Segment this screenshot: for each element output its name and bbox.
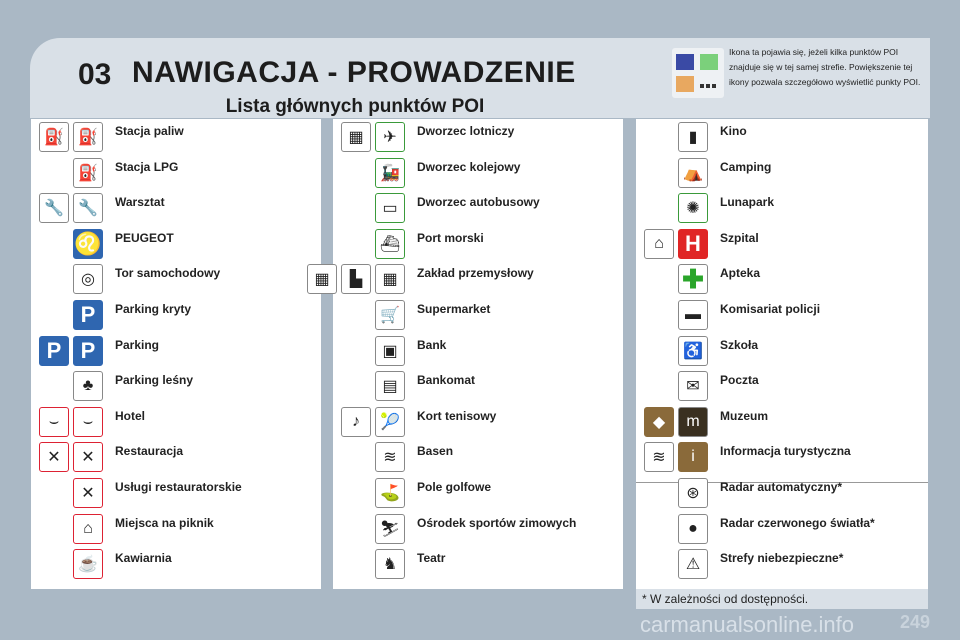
tennis-icon: 🎾 (375, 407, 405, 437)
fuel-pump-icon: ⛽ (39, 122, 69, 152)
poi-label: Parking leśny (115, 373, 194, 388)
poi-label: Warsztat (115, 195, 165, 210)
industry-group-icon: ▦ (307, 264, 337, 294)
poi-label: Dworzec kolejowy (417, 159, 521, 174)
bed-icon: ⌣ (39, 407, 69, 437)
poi-label: Szkoła (720, 337, 759, 352)
wrench-icon: 🔧 (73, 193, 103, 223)
poi-label: Usługi restauratorskie (115, 480, 242, 494)
camping-icon: ⛺ (678, 158, 708, 188)
poi-label: Apteka (720, 266, 761, 281)
covered-parking-icon: P (73, 300, 103, 330)
poi-label: Bank (417, 337, 447, 352)
airplane-icon: ✈ (375, 122, 405, 152)
parking-icon: P (39, 336, 69, 366)
cart-icon: 🛒 (375, 300, 405, 330)
race-track-icon: ◎ (73, 264, 103, 294)
cutlery-icon: ✕ (39, 442, 69, 472)
poi-label: PEUGEOT (115, 230, 174, 245)
sport-group-icon: ♪ (341, 407, 371, 437)
poi-label: Komisariat policji (720, 302, 821, 316)
poi-label: Pole golfowe (417, 480, 492, 494)
cluster-note: Ikona ta pojawia się, jeżeli kilka punktów POI znajduje się w tej samej strefie. Powiększenie tej ikony pozwala szczegółowo wyświetlić punkty POI. (729, 47, 921, 87)
poi-label: Supermarket (417, 302, 491, 316)
factory-icon: ▙ (341, 264, 371, 294)
wrench-icon: 🔧 (39, 193, 69, 223)
coffee-icon: ☕ (73, 549, 103, 579)
poi-label: Poczta (720, 373, 759, 388)
poi-cluster-graphic (672, 48, 724, 98)
train-icon: 🚂 (375, 158, 405, 188)
poi-label: Szpital (720, 230, 759, 245)
poi-label: Strefy niebezpieczne* (720, 551, 844, 566)
poi-label: Muzeum (720, 408, 768, 423)
poi-label: Parking kryty (115, 302, 192, 316)
page-title: NAWIGACJA - PROWADZENIE (132, 56, 576, 89)
page-subtitle (0, 96, 710, 118)
danger-zone-icon: ⚠ (678, 549, 708, 579)
industry-group-icon: ▦ (375, 264, 405, 294)
watermark: carmanualsonline.info (640, 612, 855, 637)
monument-icon: ◆ (644, 407, 674, 437)
skiing-icon: ⛷ (375, 514, 405, 544)
golf-icon: ⛳ (375, 478, 405, 508)
cutlery-icon: ✕ (73, 442, 103, 472)
pharmacy-cross-icon: ✚ (678, 264, 708, 294)
amusement-park-icon: ✺ (678, 193, 708, 223)
poi-label: Dworzec lotniczy (417, 124, 515, 138)
transport-hub-icon: ▦ (341, 122, 371, 152)
poi-label: Dworzec autobusowy (417, 195, 540, 210)
tourism-icon: ≋ (644, 442, 674, 472)
poi-label: Kort tenisowy (417, 408, 497, 423)
footnote: * W zależności od dostępności. (636, 589, 928, 609)
film-icon: ▮ (678, 122, 708, 152)
poi-label: Teatr (417, 551, 446, 566)
page-number: 249 (900, 612, 931, 632)
info-icon: i (678, 442, 708, 472)
poi-label: Radar czerwonego światła* (720, 515, 875, 530)
poi-label: Kawiarnia (115, 551, 172, 566)
museum-icon: m (678, 407, 708, 437)
poi-label: Stacja LPG (115, 159, 179, 174)
hospital-icon: H (678, 229, 708, 259)
theatre-icon: ♞ (375, 549, 405, 579)
subtitle-text: Lista głównych punktów POI (225, 96, 485, 117)
chapter-number: 03 (78, 58, 112, 91)
fuel-pump-icon: ⛽ (73, 122, 103, 152)
poi-label: Tor samochodowy (115, 266, 221, 281)
envelope-icon: ✉ (678, 371, 708, 401)
cutlery-icon: ✕ (73, 478, 103, 508)
lpg-pump-icon: ⛽ (73, 158, 103, 188)
parking-icon: P (73, 336, 103, 366)
poi-cluster-icon (672, 48, 724, 98)
bank-icon: ▣ (375, 336, 405, 366)
poi-label: Restauracja (115, 444, 184, 459)
poi-label: Basen (417, 444, 454, 459)
peugeot-lion-icon: ♌ (73, 229, 103, 259)
poi-label: Radar automatyczny* (720, 480, 843, 494)
poi-label: Camping (720, 159, 772, 174)
poi-label: Parking (115, 337, 160, 352)
red-light-camera-icon: ● (678, 514, 708, 544)
poi-label: Ośrodek sportów zimowych (417, 515, 577, 530)
poi-label: Hotel (115, 408, 145, 423)
picnic-icon: ⌂ (73, 514, 103, 544)
public-building-icon: ⌂ (644, 229, 674, 259)
bed-icon: ⌣ (73, 407, 103, 437)
police-icon: ▬ (678, 300, 708, 330)
ship-icon: ⛴ (375, 229, 405, 259)
poi-label: Bankomat (417, 373, 476, 388)
poi-label: Kino (720, 124, 747, 138)
poi-label: Lunapark (720, 195, 775, 210)
poi-label: Port morski (417, 230, 484, 245)
poi-label: Zakład przemysłowy (417, 266, 534, 281)
poi-label: Miejsca na piknik (115, 515, 214, 530)
forest-parking-icon: ♣ (73, 371, 103, 401)
poi-label: Stacja paliw (115, 124, 184, 138)
speed-camera-icon: ⊛ (678, 478, 708, 508)
school-icon: ♿ (678, 336, 708, 366)
poi-label: Informacja turystyczna (720, 444, 851, 459)
swimming-icon: ≋ (375, 442, 405, 472)
atm-icon: ▤ (375, 371, 405, 401)
bus-icon: ▭ (375, 193, 405, 223)
